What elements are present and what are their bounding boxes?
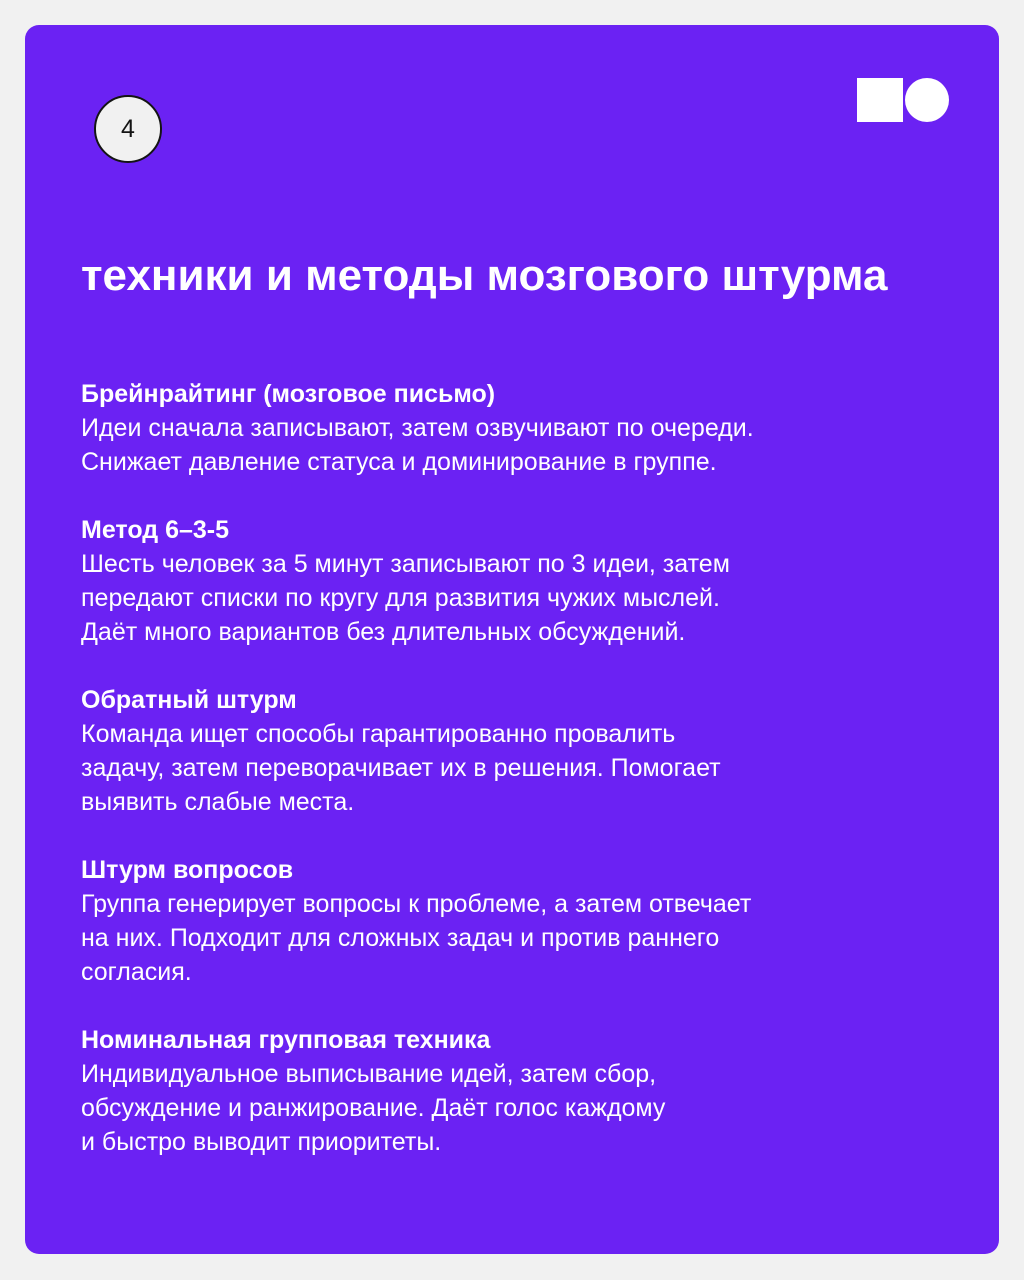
page-number-badge — [94, 95, 162, 163]
technique-heading: Обратный штурм — [81, 686, 297, 714]
page-title: техники и методы мозгового штурма — [81, 251, 888, 300]
technique-section — [81, 853, 961, 989]
technique-description: Группа генерирует вопросы к проблеме, а затем отвечает на них. Подходит для сложных задач и против раннего согласия. — [81, 890, 752, 986]
technique-section — [81, 513, 961, 649]
technique-description: Команда ищет способы гарантированно провалить задачу, затем переворачивает их в решения. Помогает выявить слабые места. — [81, 720, 721, 816]
ю-logo-icon — [857, 78, 949, 122]
technique-section — [81, 683, 961, 819]
techniques-list — [81, 377, 961, 1193]
technique-heading: Номинальная групповая техника — [81, 1026, 491, 1054]
technique-section — [81, 377, 961, 479]
technique-description: Индивидуальное выписывание идей, затем сбор, обсуждение и ранжирование. Даёт голос каждому и быстро выводит приоритеты. — [81, 1060, 666, 1156]
technique-heading: Брейнрайтинг (мозговое письмо) — [81, 380, 496, 408]
technique-description: Идеи сначала записывают, затем озвучивают по очереди. Снижает давление статуса и доминирование в группе. — [81, 414, 754, 476]
page-number: 4 — [121, 114, 135, 143]
technique-heading: Штурм вопросов — [81, 856, 294, 884]
technique-description: Шесть человек за 5 минут записывают по 3 идеи, затем передают списки по кругу для развития чужих мыслей. Даёт много вариантов без длительных обсуждений. — [81, 550, 730, 646]
technique-heading: Метод 6–3-5 — [81, 516, 230, 544]
technique-section — [81, 1023, 961, 1159]
